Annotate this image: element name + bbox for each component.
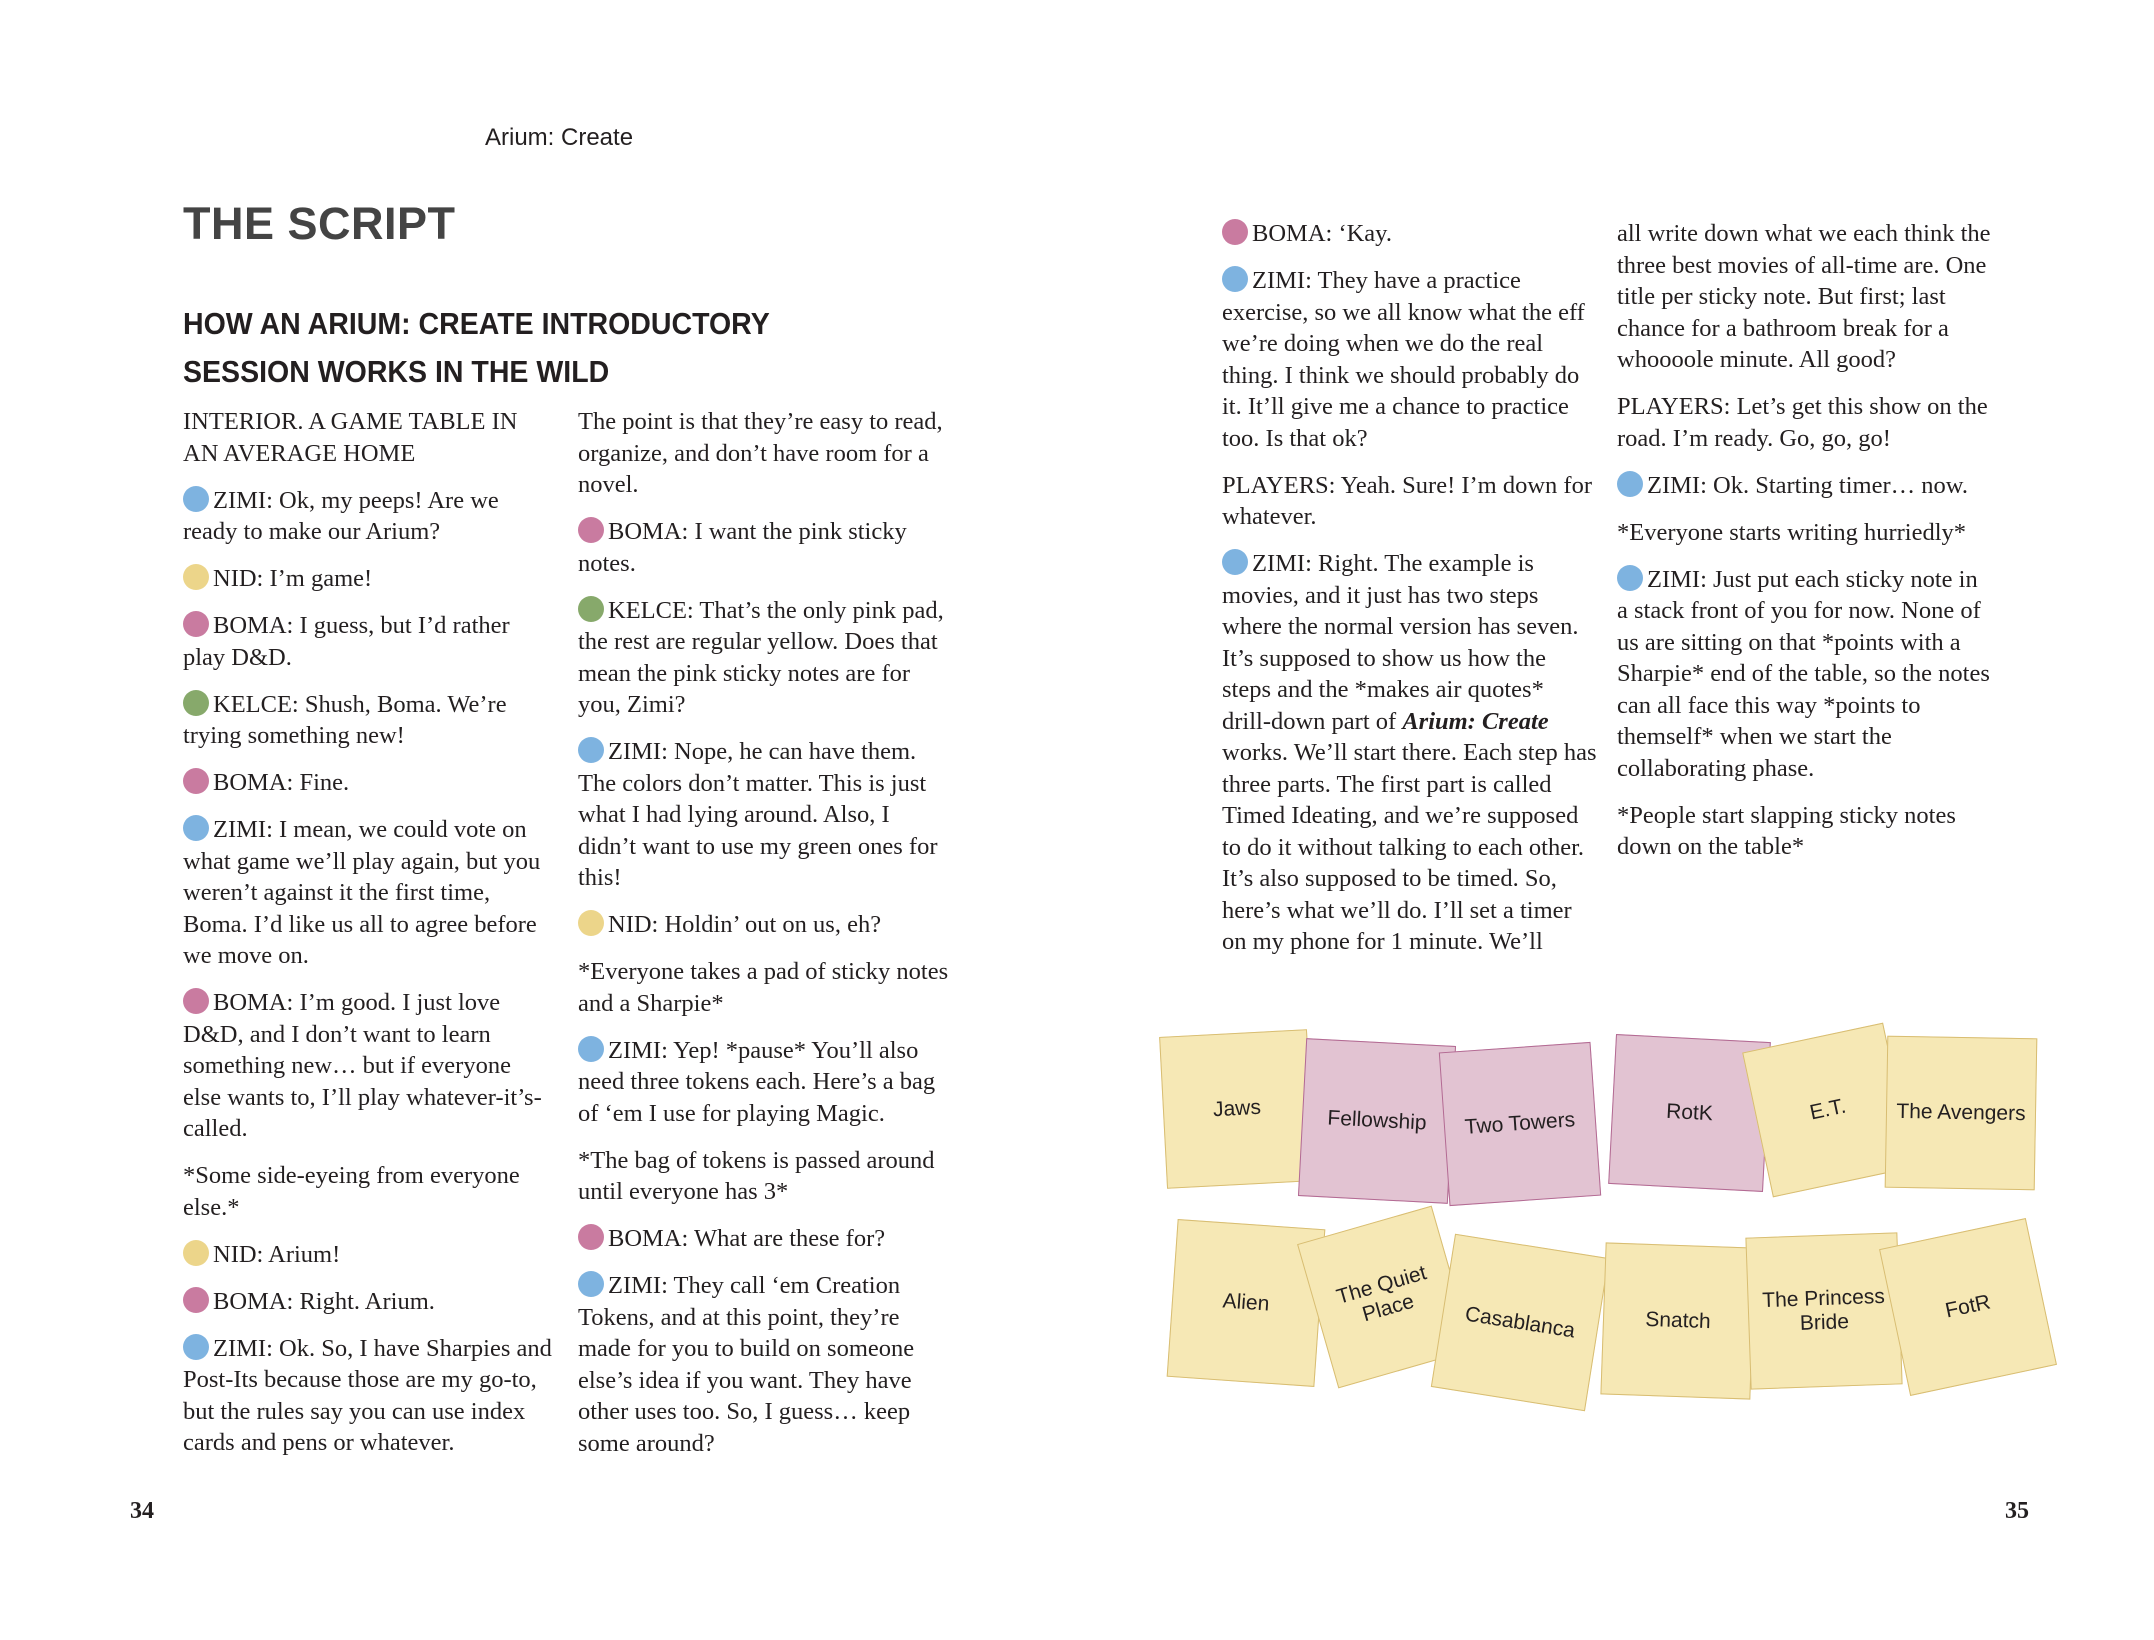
boma-speaker-dot-icon xyxy=(183,1287,209,1313)
script-line xyxy=(578,909,953,941)
boma-speaker-dot-icon xyxy=(183,988,209,1014)
script-line xyxy=(578,595,953,721)
line-text: ZIMI: They have a practice exercise, so we all know what the eff we’re doing when we do the real thing. I think we should probably do it. It’ll give me a chance to practice too. Is that ok? xyxy=(1222,267,1585,452)
note-label: Snatch xyxy=(1644,1307,1712,1334)
stage-direction: *Everyone starts writing hurriedly* xyxy=(1617,518,1967,546)
note-label: Casablanca xyxy=(1463,1301,1577,1343)
zimi-speaker-dot-icon xyxy=(183,486,209,512)
line-text: ZIMI: Right. The example is movies, and it just has two steps where the normal version has seven. It’s supposed to show us how the steps and the *makes air quotes* drill-down part of xyxy=(1222,550,1579,735)
note-label: Two Towers xyxy=(1464,1108,1576,1139)
line-text: ZIMI: Ok. Starting timer… now. xyxy=(1647,471,1968,499)
script-line xyxy=(183,563,555,595)
note-label: Alien xyxy=(1221,1289,1271,1316)
line-text: ZIMI: Ok, my peeps! Are we ready to make our Arium? xyxy=(183,486,499,545)
note-label: E.T. xyxy=(1807,1094,1848,1125)
note-label: The Princess Bride xyxy=(1761,1284,1886,1335)
line-text: BOMA: ‘Kay. xyxy=(1252,220,1392,247)
line-text: NID: Holdin’ out on us, eh? xyxy=(608,911,882,938)
section-subtitle: HOW AN ARIUM: CREATE INTRODUCTORY SESSION WORKS IN THE WILD xyxy=(183,306,770,389)
line-text: ZIMI: I mean, we could vote on what game we’ll play again, but you weren’t against it the first time, Boma. I’d like us all to agree before we move on. xyxy=(183,816,541,969)
script-column-1 xyxy=(183,406,555,1474)
line-text: ZIMI: Yep! *pause* You’ll also need three tokens each. Here’s a bag of ‘em I use for playing Magic. xyxy=(578,1036,936,1127)
note-label: The Avengers xyxy=(1896,1099,2026,1126)
zimi-speaker-dot-icon xyxy=(183,1334,209,1360)
line-text: BOMA: What are these for? xyxy=(608,1225,886,1252)
line-text: NID: I’m game! xyxy=(213,565,373,592)
stage-direction: *Everyone takes a pad of sticky notes and a Sharpie* xyxy=(578,958,949,1017)
nid-speaker-dot-icon xyxy=(183,564,209,590)
page-number-right: 35 xyxy=(2005,1498,2029,1524)
sticky-note xyxy=(1879,1218,2057,1396)
script-line xyxy=(1617,470,1992,502)
script-line xyxy=(183,987,555,1145)
sticky-note xyxy=(1159,1029,1315,1189)
sticky-note-pink xyxy=(1439,1042,1601,1206)
stage-direction: *Some side-eyeing from everyone else.* xyxy=(183,1162,520,1221)
line-text: ZIMI: They call ‘em Creation Tokens, and at this point, they’re made for you to build on someone else’s idea if you want. They have other uses too. So, I guess… keep some around? xyxy=(578,1272,915,1457)
zimi-speaker-dot-icon xyxy=(578,1036,604,1062)
zimi-speaker-dot-icon xyxy=(1222,266,1248,292)
boma-speaker-dot-icon xyxy=(1222,219,1248,245)
script-line xyxy=(1222,548,1597,958)
stage-direction: *The bag of tokens is passed around until everyone has 3* xyxy=(578,1146,935,1205)
line-text: BOMA: Fine. xyxy=(213,769,350,796)
sticky-note xyxy=(1600,1242,1755,1399)
script-line xyxy=(183,485,555,548)
script-line xyxy=(183,814,555,972)
line-text: BOMA: I’m good. I just love D&D, and I don’t want to learn something new… but if everyone else wants to, I’ll play whatever-it’s-called. xyxy=(183,989,542,1142)
nid-speaker-dot-icon xyxy=(578,910,604,936)
zimi-speaker-dot-icon xyxy=(578,1271,604,1297)
script-column-3 xyxy=(1222,218,1597,973)
script-line xyxy=(578,516,953,579)
players-line: PLAYERS: Let’s get this show on the road. I’m ready. Go, go, go! xyxy=(1617,393,1988,452)
line-text: ZIMI: Just put each sticky note in a stack front of you for now. None of us are sitting on that *points with a Sharpie* end of the table, so the notes can all face this way *points to themself* when we start the collaborating phase. xyxy=(1617,565,1990,782)
players-line: PLAYERS: Yeah. Sure! I’m down for whatever. xyxy=(1222,471,1593,530)
script-line xyxy=(578,1270,953,1459)
sticky-note xyxy=(1431,1234,1609,1411)
zimi-speaker-dot-icon xyxy=(1617,471,1643,497)
line-text: works. We’ll start there. Each step has three parts. The first part is called Timed Ideating, and we’re supposed to do it without talking to each other. It’s also supposed to be timed. So, here’s what we’ll do. I’ll set a timer on my phone for 1 minute. We’ll xyxy=(1222,739,1597,955)
script-line xyxy=(1222,218,1597,250)
note-label: Jaws xyxy=(1212,1095,1262,1122)
note-label: The Quiet Place xyxy=(1334,1261,1430,1327)
boma-speaker-dot-icon xyxy=(578,1224,604,1250)
zimi-speaker-dot-icon xyxy=(1222,549,1248,575)
script-line xyxy=(1617,564,1992,785)
stage-direction: *People start slapping sticky notes down on the table* xyxy=(1617,801,1956,860)
script-line xyxy=(183,1239,555,1271)
boma-speaker-dot-icon xyxy=(578,517,604,543)
script-line xyxy=(183,689,555,752)
boma-speaker-dot-icon xyxy=(183,768,209,794)
script-line xyxy=(1222,265,1597,454)
note-label: FotR xyxy=(1943,1290,1993,1323)
script-column-2 xyxy=(578,406,953,1475)
kelce-speaker-dot-icon xyxy=(183,690,209,716)
line-text: KELCE: Shush, Boma. We’re trying something new! xyxy=(183,690,507,749)
page-title: THE SCRIPT xyxy=(183,198,456,249)
line-text: BOMA: I guess, but I’d rather play D&D. xyxy=(183,612,510,671)
line-text: ZIMI: Ok. So, I have Sharpies and Post-Its because those are my go-to, but the rules say you can use index cards and pens or whatever. xyxy=(183,1334,552,1456)
sticky-note xyxy=(1885,1036,2038,1191)
sticky-note-pink xyxy=(1298,1038,1456,1204)
script-continuation: all write down what we each think the three best movies of all-time are. One title per sticky note. But first; last chance for a bathroom break for a whoooole minute. All good? xyxy=(1617,220,1991,373)
script-line xyxy=(183,767,555,799)
scene-heading: INTERIOR. A GAME TABLE IN AN AVERAGE HOME xyxy=(183,408,518,467)
note-label: Fellowship xyxy=(1326,1106,1428,1135)
script-continuation: The point is that they’re easy to read, organize, and don’t have room for a novel. xyxy=(578,408,943,498)
boma-speaker-dot-icon xyxy=(183,611,209,637)
script-line xyxy=(183,1286,555,1318)
script-line xyxy=(183,1333,555,1459)
zimi-speaker-dot-icon xyxy=(183,815,209,841)
line-text: ZIMI: Nope, he can have them. The colors don’t matter. This is just what I had lying around. Also, I didn’t want to use my green ones for this! xyxy=(578,738,938,891)
script-line xyxy=(578,1035,953,1130)
page-number-left: 34 xyxy=(130,1498,154,1524)
script-line xyxy=(578,1223,953,1255)
script-line xyxy=(578,736,953,894)
game-title-emphasis: Arium: Create xyxy=(1402,707,1549,735)
script-column-4 xyxy=(1617,218,1992,878)
script-line xyxy=(183,610,555,673)
running-head: Arium: Create xyxy=(485,124,634,151)
line-text: KELCE: That’s the only pink pad, the rest are regular yellow. Does that mean the pink sticky notes are for you, Zimi? xyxy=(578,596,944,718)
note-label: RotK xyxy=(1665,1099,1714,1126)
zimi-speaker-dot-icon xyxy=(578,737,604,763)
sticky-note xyxy=(1745,1232,1902,1389)
kelce-speaker-dot-icon xyxy=(578,596,604,622)
line-text: BOMA: Right. Arium. xyxy=(213,1287,435,1315)
nid-speaker-dot-icon xyxy=(183,1240,209,1266)
line-text: BOMA: I want the pink sticky notes. xyxy=(578,518,907,577)
zimi-speaker-dot-icon xyxy=(1617,565,1643,591)
line-text: NID: Arium! xyxy=(213,1240,341,1268)
